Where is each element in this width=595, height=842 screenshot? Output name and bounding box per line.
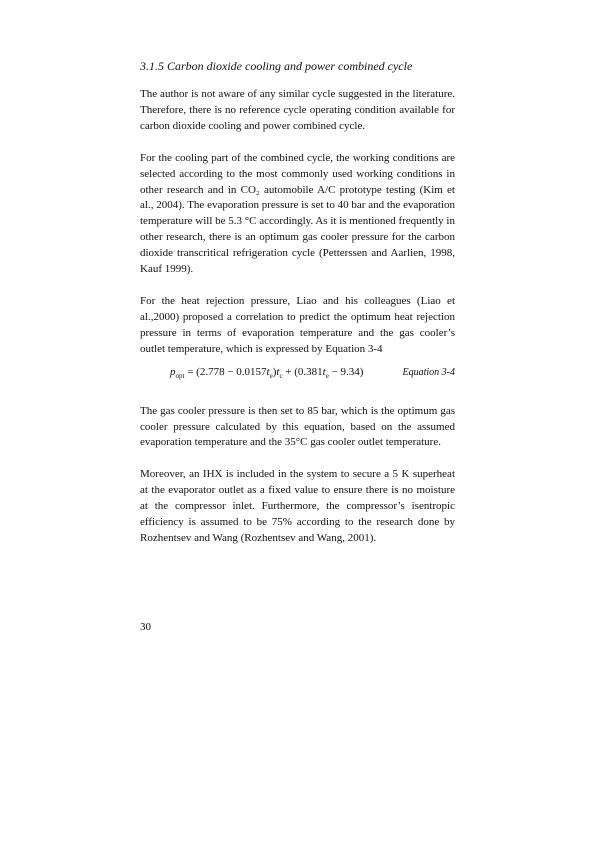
- eq-lhs: p: [170, 365, 176, 378]
- paragraph-intro: The author is not aware of any similar cycle suggested in the literature. Therefore, there is no reference cycle operating condition available for carbon dioxide cooling and power combined cycle.: [140, 88, 455, 132]
- eq-sub-e2: e: [325, 371, 329, 380]
- eq-sub-e1: e: [269, 371, 273, 380]
- eq-part1: = (2.778 − 0.0157: [184, 365, 267, 378]
- equation-label: Equation 3-4: [402, 366, 455, 378]
- eq-part3: + (0.381: [282, 365, 323, 378]
- eq-part4: − 9.34): [328, 365, 364, 378]
- text-body: [140, 58, 455, 563]
- eq-var-t1: t: [266, 365, 270, 378]
- page-number: 30: [140, 621, 151, 633]
- section-heading: 3.1.5 Carbon dioxide cooling and power combined cycle: [140, 59, 413, 73]
- paragraph-heat-rejection: For the heat rejection pressure, Liao and his colleagues (Liao et al.,2000) proposed a correlation to predict the optimum heat rejection pressure in terms of evaporation temperature and the gas cooler’s outlet temperature, which is expressed by Equation 3-4: [140, 294, 455, 355]
- eq-var-t3: t: [322, 365, 326, 378]
- equation-row: [140, 366, 455, 384]
- paragraph-cooling-conditions: For the cooling part of the combined cycle, the working conditions are selected according to the most commonly used working conditions in other research and in CO₂ automobile A/C prototype testing (Kim et al., 2004). The evaporation pressure is set to 40 bar and the evaporation temperature will be 5.3 °C accordingly. As it is mentioned frequently in other research, there is an optimum gas cooler pressure for the carbon dioxide transcritical refrigeration cycle (Petterssen and Aarlien, 1998, Kauf 1999).: [140, 151, 455, 276]
- paragraph-ihx: Moreover, an IHX is included in the system to secure a 5 K superheat at the evaporator outlet as a fixed value to ensure there is no moisture at the compressor inlet. Furthermore, the compressor’s isentropic efficiency is assumed to be 75% according to the research done by Rozhentsev and Wang (Rozhentsev and Wang, 2001).: [140, 468, 455, 544]
- paragraph-gas-cooler-pressure: The gas cooler pressure is then set to 85 bar, which is the optimum gas cooler pressure calculated by this equation, based on the assumed evaporation temperature and the 35°C gas cooler outlet temperature.: [140, 404, 455, 449]
- eq-lhs-sub: opt: [175, 371, 185, 380]
- eq-sub-c: c: [279, 371, 283, 380]
- eq-var-t2: t: [276, 365, 280, 378]
- equation-3-4: [170, 366, 363, 380]
- eq-part2: ): [272, 365, 277, 378]
